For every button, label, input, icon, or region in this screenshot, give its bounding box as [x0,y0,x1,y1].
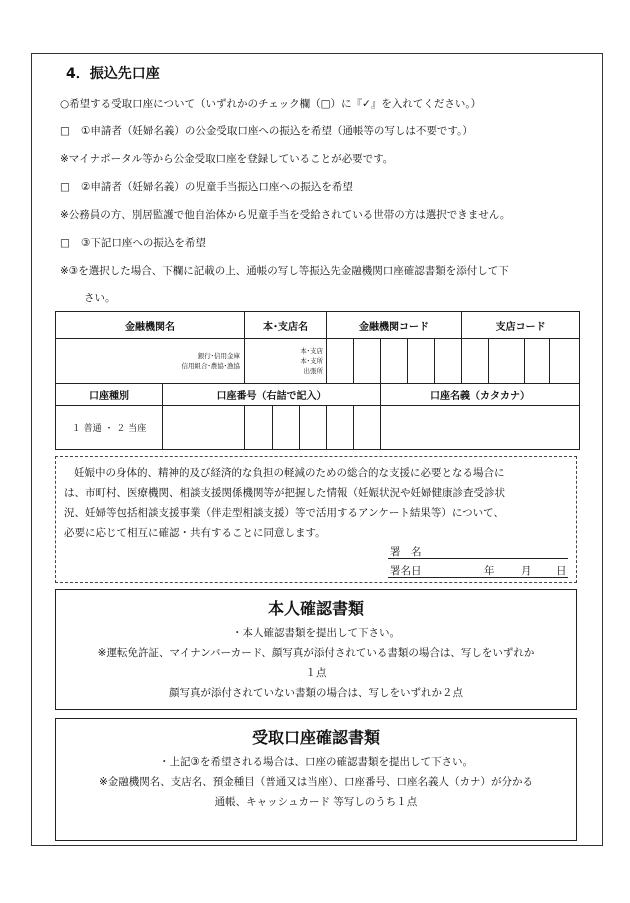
note-3-cont: さい。 [84,292,116,304]
account-docs-title: 受取口座確認書類 [251,728,380,747]
branch-type-office: 出張所 [303,366,324,375]
account-number-digit[interactable] [245,405,273,449]
bank-account-table [55,311,580,450]
account-name-cell[interactable] [381,405,580,449]
section-heading: 4．振込先口座 [66,66,160,82]
option-2[interactable] [60,179,353,194]
checkbox-icon[interactable]: □ [60,125,70,137]
branch-code-digit[interactable] [462,339,489,383]
note-2: ※公務員の方、別居監護で他自治体から児童手当を受給されている世帯の方は選択できません。 [60,209,511,221]
intro-text: ○希望する受取口座について（いずれかのチェック欄（□）に『✓』を入れてください。） [60,98,482,110]
year-label: 年 [484,565,495,577]
bank-type-bank: 銀行･信用金庫 [197,351,240,360]
branch-type-main: 本･支店 [300,346,324,355]
option-label: ①申請者（妊婦名義）の公金受取口座への振込を希望（通帳等の写しは不要です。） [81,125,473,137]
branch-code-digit[interactable] [489,339,525,383]
account-docs-line: ※金融機関名、支店名、預金種目（普通又は当座）、口座番号、口座名義人（カナ）が分かる [98,776,534,788]
consent-line: 況、妊婦等包括相談支援事業（伴走型相談支援）等で活用するアンケート結果等）について、 [64,507,504,519]
branch-name-cell[interactable] [245,339,327,383]
header-branch-name: 本･支店名 [245,312,327,339]
bank-code-digit[interactable] [381,339,408,383]
bank-code-digit[interactable] [354,339,381,383]
account-number-digit[interactable] [163,405,245,449]
id-docs-line: ・本人確認書類を提出して下さい。 [232,627,400,639]
account-number-digit[interactable] [327,405,354,449]
account-number-digit[interactable] [354,405,381,449]
header-account-number: 口座番号（右詰で記入） [163,383,381,405]
id-docs-line: 顔写真が添付されていない書類の場合は、写しをいずれか２点 [169,687,463,699]
month-label: 月 [521,565,532,577]
account-docs-panel [55,718,577,841]
bank-code-digit[interactable] [435,339,462,383]
header-bank-name: 金融機関名 [56,312,245,339]
account-number-digit[interactable] [300,405,327,449]
id-docs-panel [55,589,577,710]
consent-line: 妊娠中の身体的、精神的及び経済的な負担の軽減のための総合的な支援に必要となる場合に [74,467,505,479]
bank-code-digit[interactable] [408,339,435,383]
account-type-cell[interactable]: １ 普通 ・ ２ 当座 [56,405,163,449]
checkbox-icon[interactable]: □ [60,237,70,249]
day-label: 日 [556,565,567,577]
branch-type-sub: 本･支所 [300,356,324,365]
id-docs-title: 本人確認書類 [267,599,364,618]
consent-text [64,463,570,543]
id-docs-line: ※運転免許証、マイナンバーカード、顔写真が添付されている書類の場合は、写しをいずれか [97,647,535,659]
header-account-type: 口座種別 [56,383,163,405]
id-docs-line: １点 [305,667,327,679]
account-docs-line: ・上記③を希望される場合は、口座の確認書類を提出して下さい。 [159,756,473,768]
bank-name-cell[interactable] [56,339,245,383]
option-label: ②申請者（妊婦名義）の児童手当振込口座への振込を希望 [81,181,353,193]
bank-type-union: 信用組合･農協･漁協 [181,361,240,370]
header-account-name: 口座名義（カタカナ） [381,383,580,405]
bank-code-digit[interactable] [327,339,354,383]
account-number-digit[interactable] [273,405,300,449]
option-1[interactable] [60,123,473,138]
signature-field[interactable] [388,558,568,559]
note-3: ※③を選択した場合、下欄に記載の上、通帳の写し等振込先金融機関口座確認書類を添付して下 [60,265,509,277]
sign-date-field[interactable] [388,577,568,578]
sign-date-label: 署名日 [390,565,422,577]
header-bank-code: 金融機関コード [327,312,462,339]
checkbox-icon[interactable]: □ [60,181,70,193]
header-branch-code: 支店コード [462,312,580,339]
branch-code-digit[interactable] [525,339,550,383]
note-1: ※マイナポータル等から公金受取口座を登録していることが必要です。 [60,153,394,165]
signature-label: 署 名 [390,546,422,558]
account-docs-line: 通帳、キャッシュカード 等写しのうち１点 [214,796,418,808]
option-label: ③下記口座への振込を希望 [81,237,206,249]
option-3[interactable] [60,235,206,250]
consent-line: は、市町村、医療機関、相談支援関係機関等が把握した情報（妊娠状況や妊婦健康診査受診状 [64,487,505,499]
branch-code-digit[interactable] [550,339,580,383]
consent-line: 必要に応じて相互に確認・共有することに同意します。 [64,527,326,539]
